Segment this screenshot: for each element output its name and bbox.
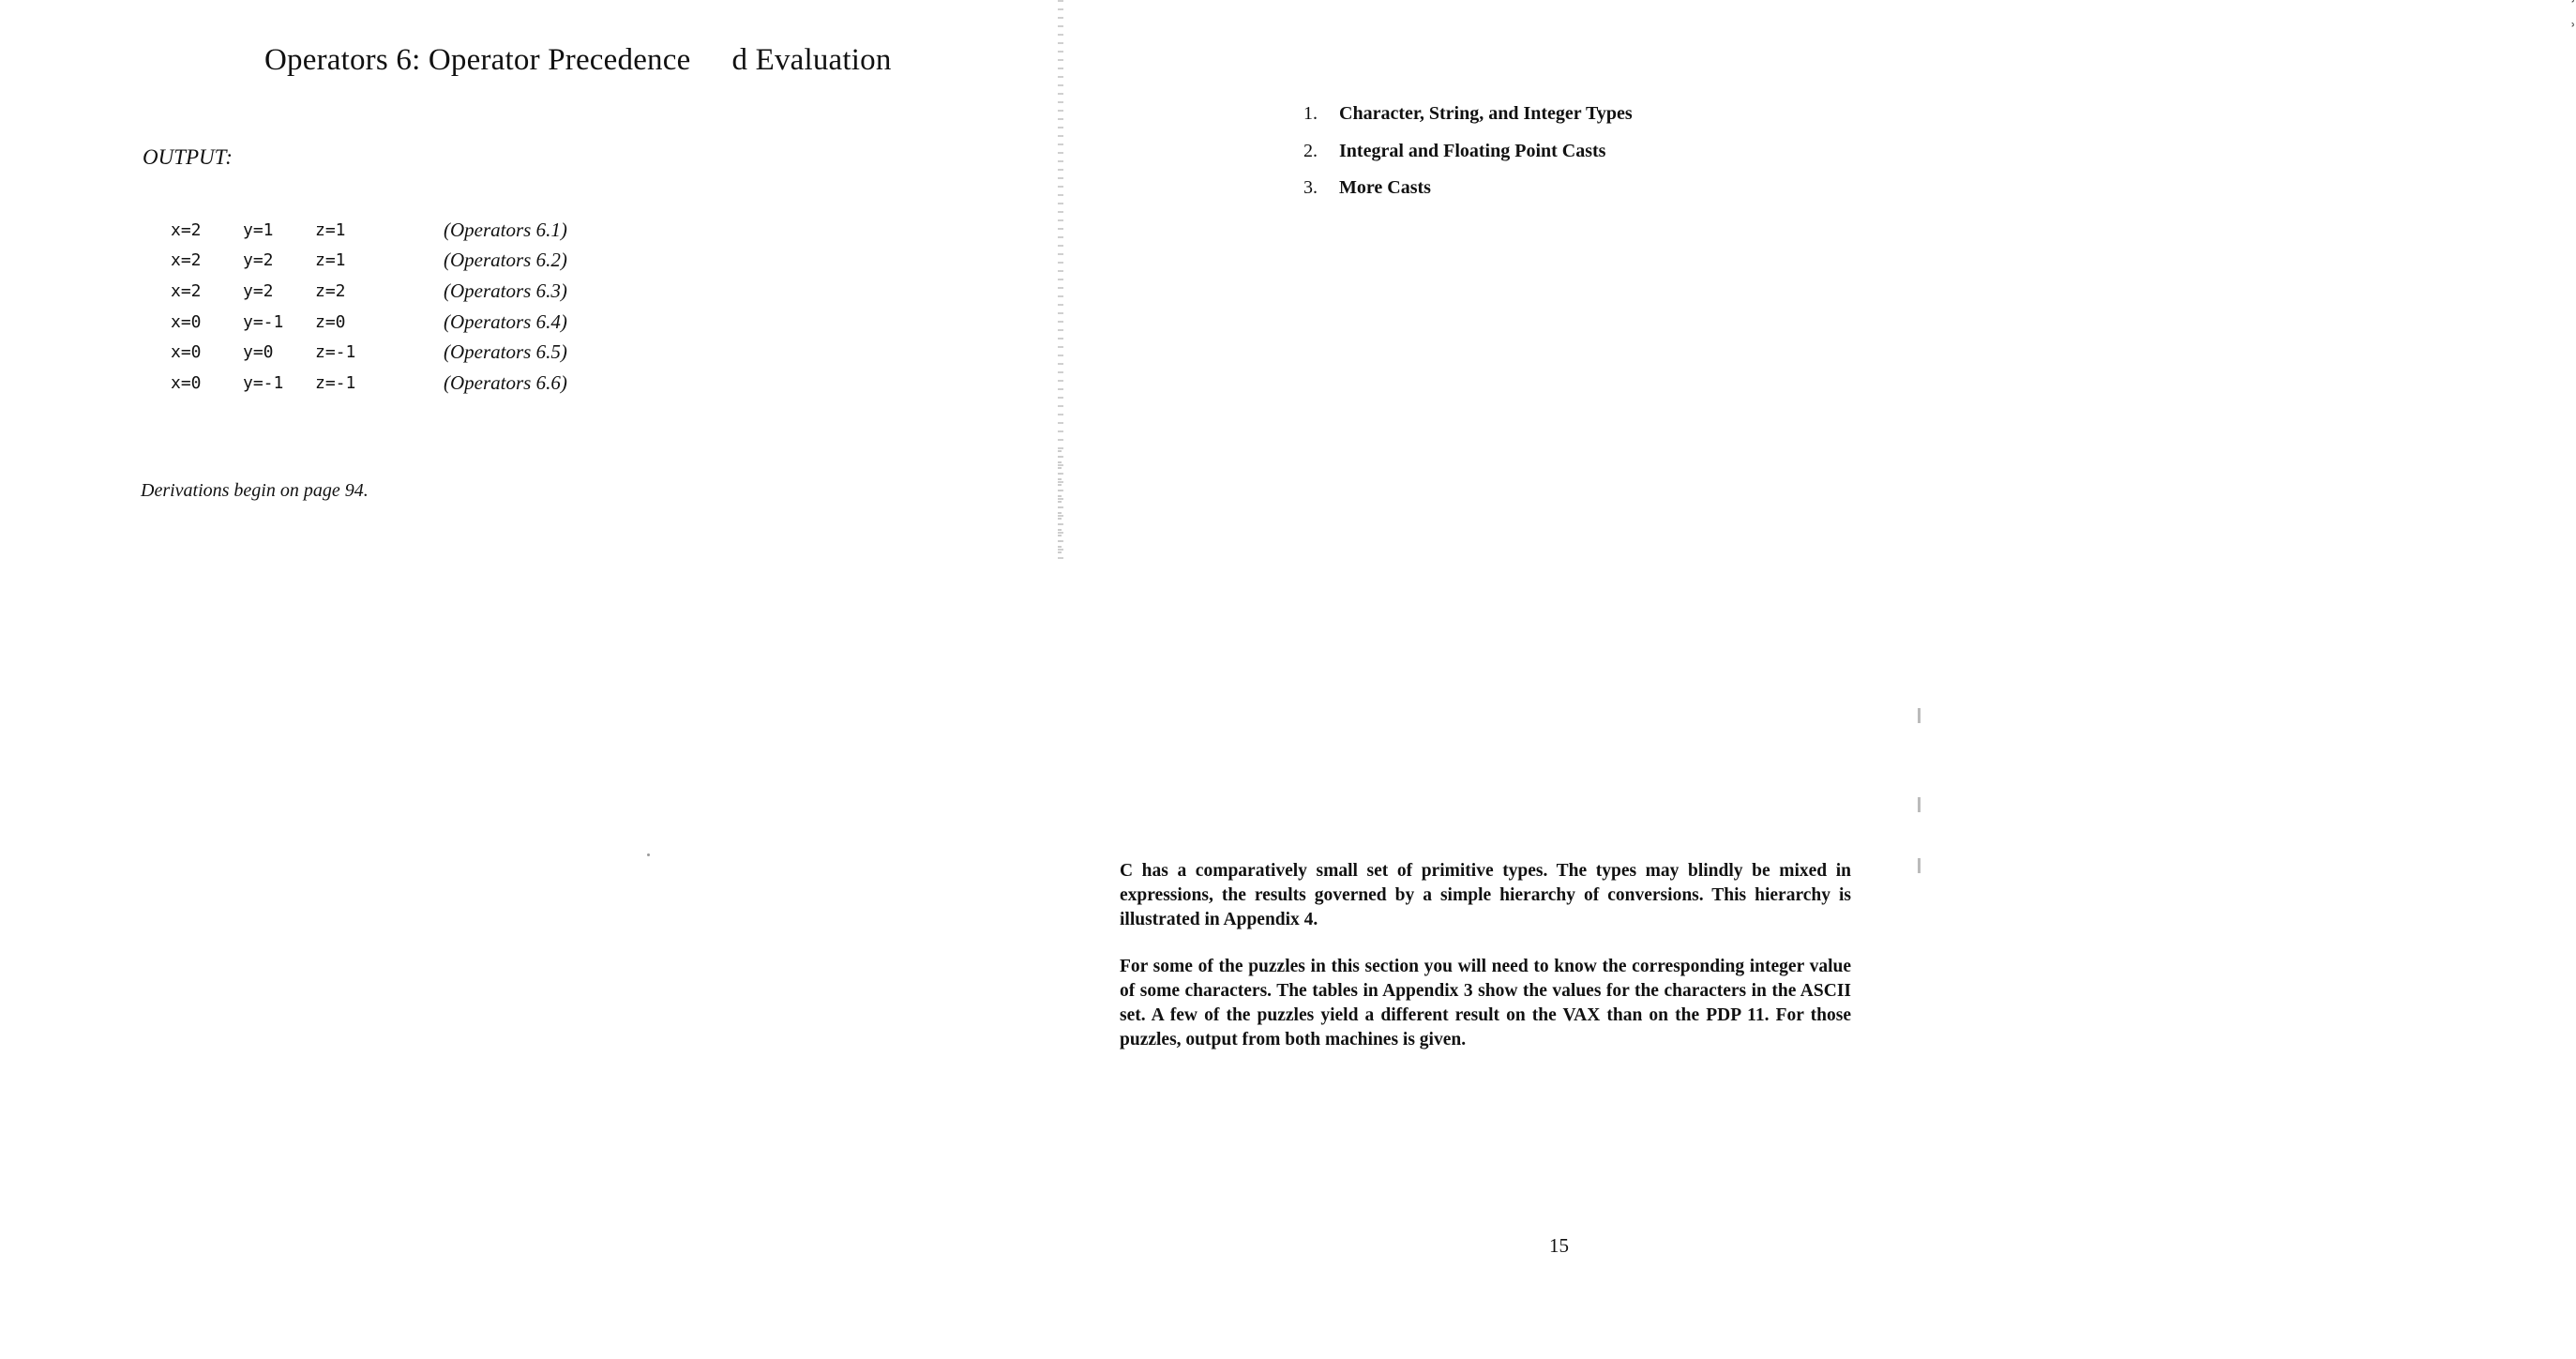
y-value: y=-1 — [243, 372, 284, 393]
cut-off-header-fragment: ʾ ʾ — [2569, 0, 2576, 42]
output-row — [171, 215, 567, 246]
x-value: x=2 — [171, 280, 202, 301]
chapter-title-main: Operators 6: Operator Precedence — [264, 43, 691, 77]
z-value: z=1 — [315, 219, 346, 240]
ascii-paragraph: For some of the puzzles in this section you will need to know the corresponding integer value of some characters. The tables in Appendix 3 show the values for the characters in the ASCII set. A few of the puzzles yield a different result on the VAX than on the PDP 11. For those puzzles, output from both machines is given. — [1120, 957, 1851, 1049]
z-value: z=-1 — [315, 372, 356, 393]
intro-paragraph: C has a comparatively small set of primitive types. The types may blindly be mixed in expressions, the results governed by a simple hierarchy of conversions. This hierarchy is illustrated in Appendix 4. — [1120, 861, 1851, 929]
scan-edge-mark — [1918, 708, 1921, 723]
z-value: z=2 — [315, 280, 346, 301]
chapter-title-tail: d Evaluation — [731, 43, 892, 77]
y-value: y=2 — [243, 250, 274, 271]
puzzle-reference: (Operators 6.6) — [444, 370, 567, 394]
output-label: OUTPUT: — [143, 145, 233, 169]
z-value: z=0 — [315, 311, 346, 332]
toc-item-label: Character, String, and Integer Types — [1339, 103, 1633, 124]
x-value: x=0 — [171, 342, 202, 363]
output-row — [171, 276, 567, 307]
toc-item-number: 3. — [1303, 177, 1318, 198]
toc-item-number: 2. — [1303, 140, 1318, 161]
output-row — [171, 337, 567, 368]
puzzle-reference: (Operators 6.1) — [444, 218, 567, 241]
left-page — [0, 0, 1055, 1359]
output-row — [171, 368, 567, 399]
x-value: x=0 — [171, 311, 202, 332]
y-value: y=1 — [243, 219, 274, 240]
derivations-note: Derivations begin on page 94. — [141, 480, 369, 501]
page-number: 15 — [1549, 1234, 1569, 1257]
x-value: x=2 — [171, 219, 202, 240]
puzzle-reference: (Operators 6.5) — [444, 340, 567, 364]
toc-item-number: 1. — [1303, 103, 1318, 124]
toc-item-label: Integral and Floating Point Casts — [1339, 140, 1606, 161]
output-row — [171, 307, 567, 338]
scan-edge-mark — [1918, 858, 1921, 873]
output-row — [171, 246, 567, 277]
section-contents — [1303, 99, 1633, 211]
output-table — [171, 215, 567, 399]
toc-item-label: More Casts — [1339, 177, 1431, 198]
toc-item — [1303, 137, 1633, 174]
book-gutter-lower — [1058, 450, 1062, 553]
y-value: y=0 — [243, 342, 274, 363]
y-value: y=-1 — [243, 311, 284, 332]
chapter-title — [264, 43, 892, 78]
scan-speck — [647, 853, 650, 856]
y-value: y=2 — [243, 280, 274, 301]
puzzle-reference: (Operators 6.3) — [444, 279, 567, 302]
puzzle-reference: (Operators 6.2) — [444, 249, 567, 272]
toc-item — [1303, 99, 1633, 137]
x-value: x=0 — [171, 372, 202, 393]
scan-edge-mark — [1918, 797, 1921, 812]
toc-item — [1303, 174, 1633, 211]
z-value: z=-1 — [315, 342, 356, 363]
z-value: z=1 — [315, 250, 346, 271]
x-value: x=2 — [171, 250, 202, 271]
puzzle-reference: (Operators 6.4) — [444, 310, 567, 333]
